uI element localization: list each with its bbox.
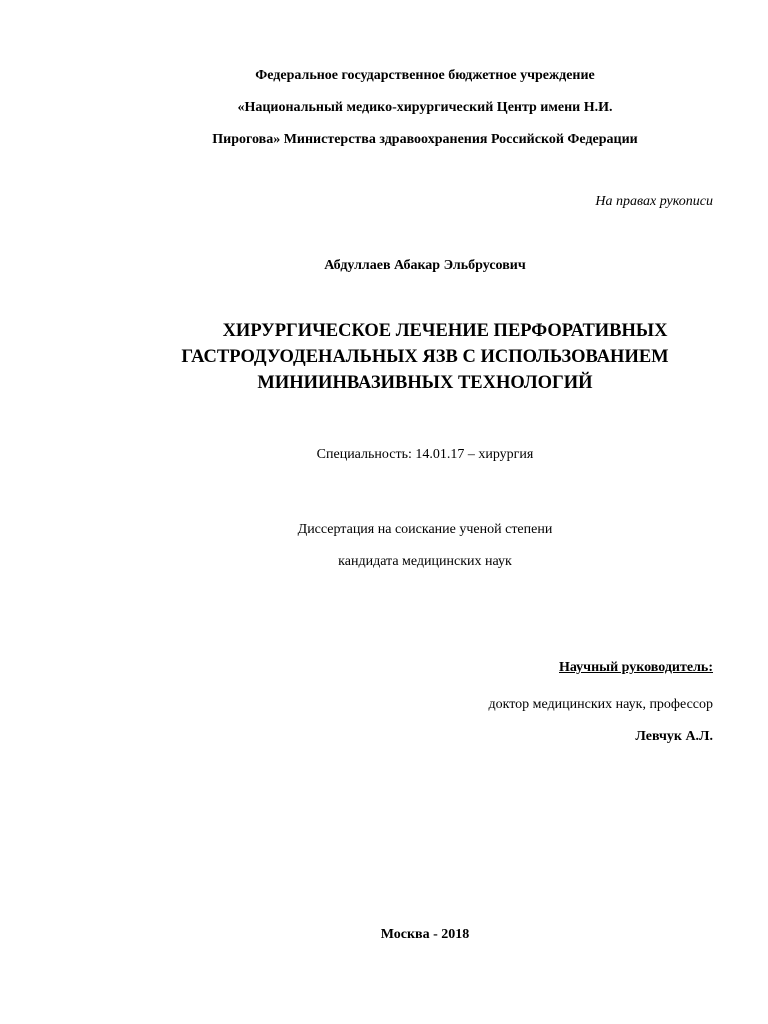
author-name: Абдуллаев Абакар Эльбрусович — [324, 258, 526, 273]
manuscript-note: На правах рукописи — [595, 194, 713, 209]
institution-line-2: «Национальный медико-хирургический Центр имени Н.И. — [237, 100, 613, 115]
city-year: Москва - 2018 — [380, 927, 470, 942]
supervisor-degree: доктор медицинских наук, профессор — [488, 697, 713, 712]
dissertation-line-2: кандидата медицинских наук — [338, 554, 512, 569]
institution-line-1: Федеральное государственное бюджетное учреждение — [255, 68, 595, 83]
supervisor-name: Левчук А.Л. — [635, 729, 713, 744]
supervisor-label: Научный руководитель: — [559, 660, 713, 675]
dissertation-title — [60, 318, 768, 396]
title-line-1: ХИРУРГИЧЕСКОЕ ЛЕЧЕНИЕ ПЕРФОРАТИВНЫХ — [222, 321, 668, 341]
specialty: Специальность: 14.01.17 – хирургия — [316, 447, 534, 462]
dissertation-line-1: Диссертация на соискание ученой степени — [297, 522, 553, 537]
title-line-3: МИНИИНВАЗИВНЫХ ТЕХНОЛОГИЙ — [257, 373, 593, 393]
title-line-2: ГАСТРОДУОДЕНАЛЬНЫХ ЯЗВ С ИСПОЛЬЗОВАНИЕМ — [181, 347, 669, 367]
institution-line-3: Пирогова» Министерства здравоохранения Российской Федерации — [212, 132, 638, 147]
